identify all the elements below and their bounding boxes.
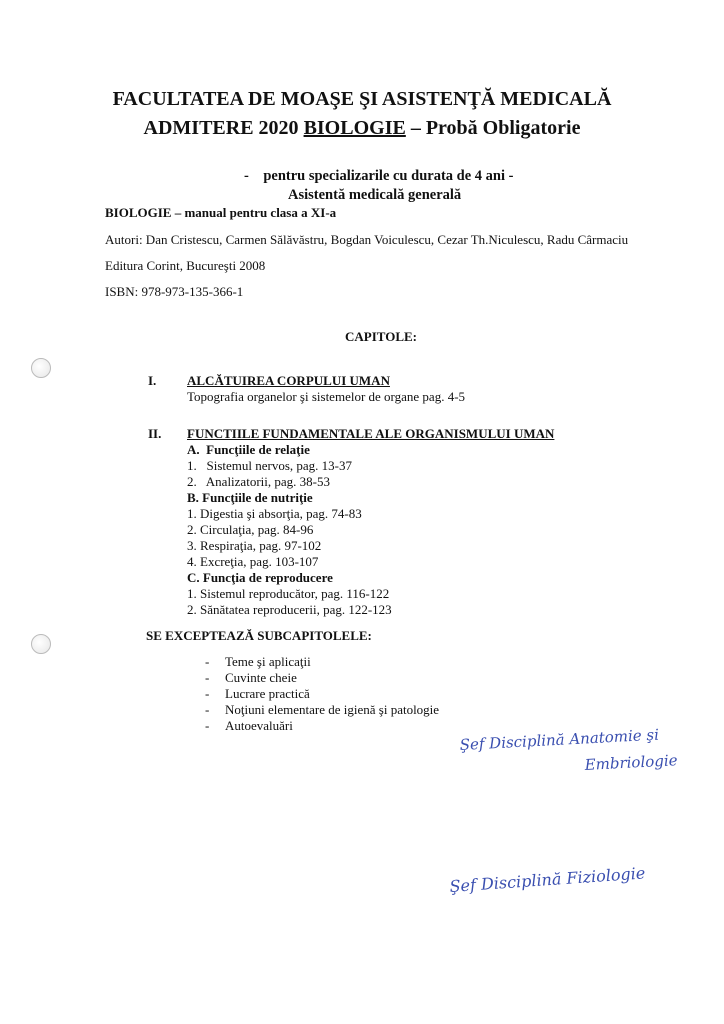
topic-line: 3. Respiraţia, pag. 97-102 [187, 538, 322, 553]
signature-physiology [445, 860, 705, 910]
topic-line: 4. Excreţia, pag. 103-107 [187, 554, 319, 569]
exception-label: Lucrare practică [225, 686, 310, 701]
section-heading: A. Funcţiile de relaţie [187, 442, 310, 457]
page-title: FACULTATEA DE MOAŞE ŞI ASISTENŢĂ MEDICALĂ [112, 88, 612, 110]
topic-line: 1. Sistemul nervos, pag. 13-37 [187, 458, 353, 473]
exception-label: Cuvinte cheie [225, 670, 297, 685]
section-heading: C. Funcţia de reproducere [187, 570, 333, 585]
specialization-name: Asistentă medicală generală [288, 187, 462, 203]
signature-text: Embriologie [584, 751, 678, 774]
bullet-dash: - [205, 718, 210, 733]
chapter-number: II. [148, 426, 162, 441]
book-publisher: Editura Corint, Bucureşti 2008 [105, 258, 266, 273]
topic-line: 2. Sănătatea reproducerii, pag. 122-123 [187, 602, 392, 617]
topic-line: 1. Digestia şi absorţia, pag. 74-83 [187, 506, 362, 521]
topic-line: Topografia organelor şi sistemelor de organe pag. 4-5 [187, 389, 466, 404]
bullet-dash: - [205, 654, 210, 669]
book-title: BIOLOGIE – manual pentru clasa a XI-a [105, 205, 337, 220]
exception-item [205, 670, 439, 686]
exception-label: Noţiuni elementare de igienă şi patologie [225, 702, 440, 717]
book-authors: Autori: Dan Cristescu, Carmen Sălăvăstru, Bogdan Voiculescu, Cezar Th.Niculescu, Radu Cârmaciu [105, 232, 629, 247]
signature-text: Şef Disciplină Anatomie şi [459, 725, 660, 754]
punch-hole [31, 634, 51, 654]
title-prefix: ADMITERE 2020 [143, 117, 304, 139]
chapter-number: I. [148, 373, 157, 388]
title-subject: BIOLOGIE [303, 117, 406, 139]
exception-item [205, 654, 439, 670]
bullet-dash: - [205, 670, 210, 685]
exception-item [205, 702, 439, 718]
chapters-heading: CAPITOLE: [345, 329, 417, 344]
chapter-title: ALCĂTUIREA CORPULUI UMAN [187, 373, 390, 388]
book-isbn: ISBN: 978-973-135-366-1 [105, 284, 244, 299]
exception-item [205, 686, 439, 702]
signature-anatomy [455, 720, 705, 780]
page-subtitle [0, 117, 724, 140]
title-suffix: – Probă Obligatorie [405, 117, 581, 139]
chapter-title: FUNCTIILE FUNDAMENTALE ALE ORGANISMULUI UMAN [187, 426, 555, 441]
section-heading: B. Funcţiile de nutriţie [187, 490, 313, 505]
exception-label: Teme şi aplicaţii [225, 654, 311, 669]
topic-line: 1. Sistemul reproducător, pag. 116-122 [187, 586, 390, 601]
topic-line: 2. Analizatorii, pag. 38-53 [187, 474, 330, 489]
punch-hole [31, 358, 51, 378]
bullet-dash: - [205, 702, 210, 717]
signature-text: Şef Disciplină Fiziologie [448, 863, 646, 896]
exception-label: Autoevaluări [225, 718, 293, 733]
exception-item [205, 718, 439, 734]
exceptions-list [205, 654, 439, 734]
bullet-dash: - [205, 686, 210, 701]
topic-line: 2. Circulaţia, pag. 84-96 [187, 522, 314, 537]
exceptions-heading: SE EXCEPTEAZĂ SUBCAPITOLELE: [146, 628, 372, 643]
specialization-line: - pentru specializarile cu durata de 4 ani - [244, 168, 514, 184]
